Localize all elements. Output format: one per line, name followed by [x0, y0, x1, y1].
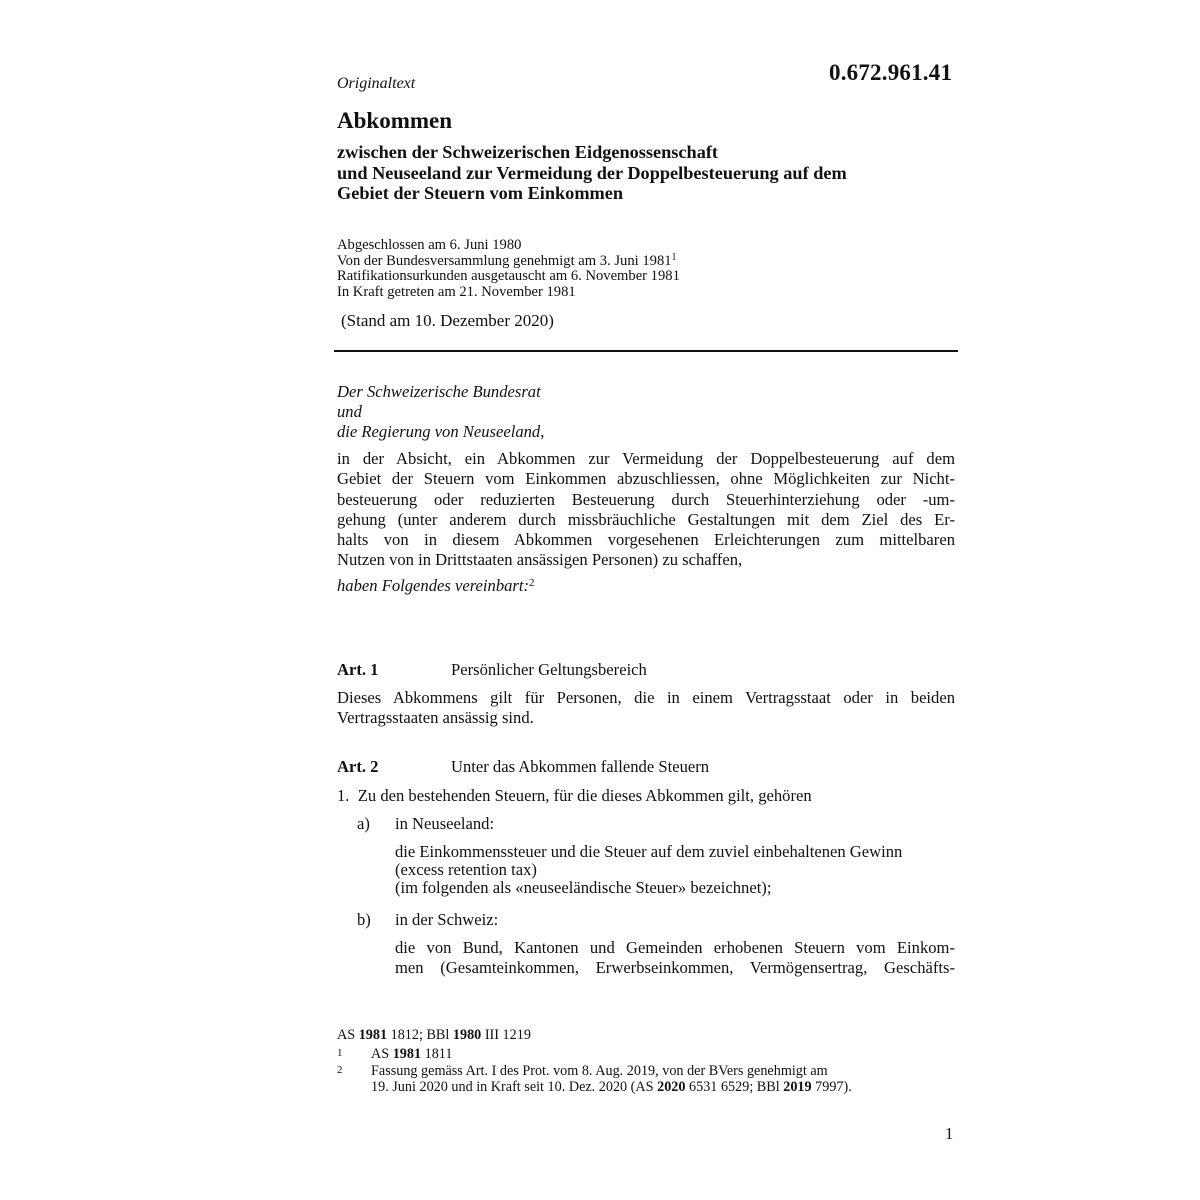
footnote-ref-1[interactable]: 1 [671, 251, 677, 263]
fn-bold: 2020 [657, 1078, 686, 1095]
party-line: und [337, 402, 362, 421]
original-text-label: Originaltext [337, 75, 416, 92]
art2-paragraph-1: 1. Zu den bestehenden Steuern, für die dieses Abkommen gilt, gehören [337, 786, 812, 805]
approved-date [337, 251, 680, 270]
art1-number: Art. 1 [337, 660, 379, 679]
party-line: die Regierung von Neuseeland, [337, 422, 545, 441]
preamble-line: Gebiet der Steuern vom Einkommen abzuschliessen, ohne Möglichkeiten zur Nicht- [337, 469, 955, 489]
footnote-1-mark: 1 [337, 1047, 343, 1059]
party-line: Der Schweizerische Bundesrat [337, 382, 541, 401]
art1-body [337, 688, 955, 729]
item-b-body [395, 938, 955, 978]
footnote-1-text [371, 1047, 452, 1063]
fn-bold: 2019 [783, 1078, 812, 1095]
fn-text: AS [337, 1027, 359, 1043]
fn-text: 1811 [421, 1046, 453, 1062]
status-date: (Stand am 10. Dezember 2020) [341, 311, 554, 330]
in-force-date: In Kraft getreten am 21. November 1981 [337, 284, 576, 301]
fn-bold: 1980 [452, 1027, 482, 1043]
ratification-date: Ratifikationsurkunden ausgetauscht am 6. November 1981 [337, 268, 680, 285]
item-a-body [395, 843, 955, 897]
preamble-line: in der Absicht, ein Abkommen zur Vermeidung der Doppelbesteuerung auf dem [337, 449, 955, 468]
subtitle-line: und Neuseeland zur Vermeidung der Doppelbesteuerung auf dem [337, 162, 847, 183]
footnote-2-line: Fassung gemäss Art. I des Prot. vom 8. Aug. 2019, von der BVers genehmigt am [371, 1063, 828, 1079]
source-reference [337, 1028, 531, 1044]
preamble-line: gehung (unter anderem durch missbräuchliche Gestaltungen mit dem Ziel des Er- [337, 509, 955, 529]
art1-line: Vertragsstaaten ansässig sind. [337, 708, 534, 728]
parties-block [337, 382, 544, 442]
fn-bold: 1981 [358, 1027, 388, 1043]
preamble-line: besteuerung oder reduzierten Besteuerung durch Steuerhinterziehung oder -um- [337, 489, 955, 509]
preamble-line: Nutzen von in Drittstaaten ansässigen Personen) zu schaffen, [337, 550, 743, 570]
sr-number: 0.672.961.41 [829, 60, 953, 85]
agreement-clause [337, 576, 535, 596]
fn-text: 6531 6529; BBl [685, 1078, 784, 1095]
subtitle-line: zwischen der Schweizerischen Eidgenossenschaft [337, 142, 719, 162]
footnote-2-line [371, 1080, 961, 1096]
agreement-text: haben Folgendes vereinbart: [337, 576, 530, 595]
item-b-line: die von Bund, Kantonen und Gemeinden erhobenen Steuern vom Einkom- [395, 938, 955, 957]
art1-title: Persönlicher Geltungsbereich [451, 660, 647, 679]
art1-line: Dieses Abkommens gilt für Personen, die in einem Vertragsstaat oder in beiden [337, 688, 955, 707]
approved-text: Von der Bundesversammlung genehmigt am 3. Juni 1981 [337, 252, 672, 269]
fn-text: 19. Juni 2020 und in Kraft seit 10. Dez. 2020 (AS [371, 1078, 658, 1095]
art2-title: Unter das Abkommen fallende Steuern [451, 757, 710, 776]
item-a-line: die Einkommenssteuer und die Steuer auf dem zuviel einbehaltenen Gewinn [395, 842, 903, 861]
preamble-line: halts von in diesem Abkommen vorgesehenen Erleichterungen zum mittelbaren [337, 530, 955, 550]
document-subtitle [337, 142, 957, 204]
item-b-line: men (Gesamteinkommen, Erwerbseinkommen, Vermögensertrag, Geschäfts- [395, 958, 955, 977]
item-a-heading: in Neuseeland: [395, 814, 495, 833]
dates-block [337, 238, 680, 301]
art2-number: Art. 2 [337, 757, 379, 776]
fn-bold: 1981 [392, 1046, 422, 1062]
header-divider [334, 350, 958, 352]
fn-text: AS [371, 1046, 393, 1062]
item-a-line: (excess retention tax) [395, 860, 537, 879]
footnote-ref-2[interactable]: 2 [529, 577, 535, 589]
document-title: Abkommen [337, 108, 453, 133]
page-number: 1 [945, 1124, 954, 1143]
fn-text: 7997). [811, 1078, 852, 1095]
fn-text: 1812; BBl [387, 1027, 453, 1043]
preamble-paragraph [337, 449, 955, 571]
concluded-date: Abgeschlossen am 6. Juni 1980 [337, 237, 522, 253]
footnote-2-mark: 2 [337, 1064, 343, 1076]
item-b-label: b) [357, 910, 371, 929]
item-b-heading: in der Schweiz: [395, 910, 499, 929]
footnote-2-text [371, 1064, 961, 1095]
item-a-label: a) [357, 814, 370, 833]
item-a-line: (im folgenden als «neuseeländische Steuer» bezeichnet); [395, 878, 772, 897]
subtitle-line: Gebiet der Steuern vom Einkommen [337, 183, 624, 203]
fn-text: III 1219 [481, 1027, 531, 1043]
